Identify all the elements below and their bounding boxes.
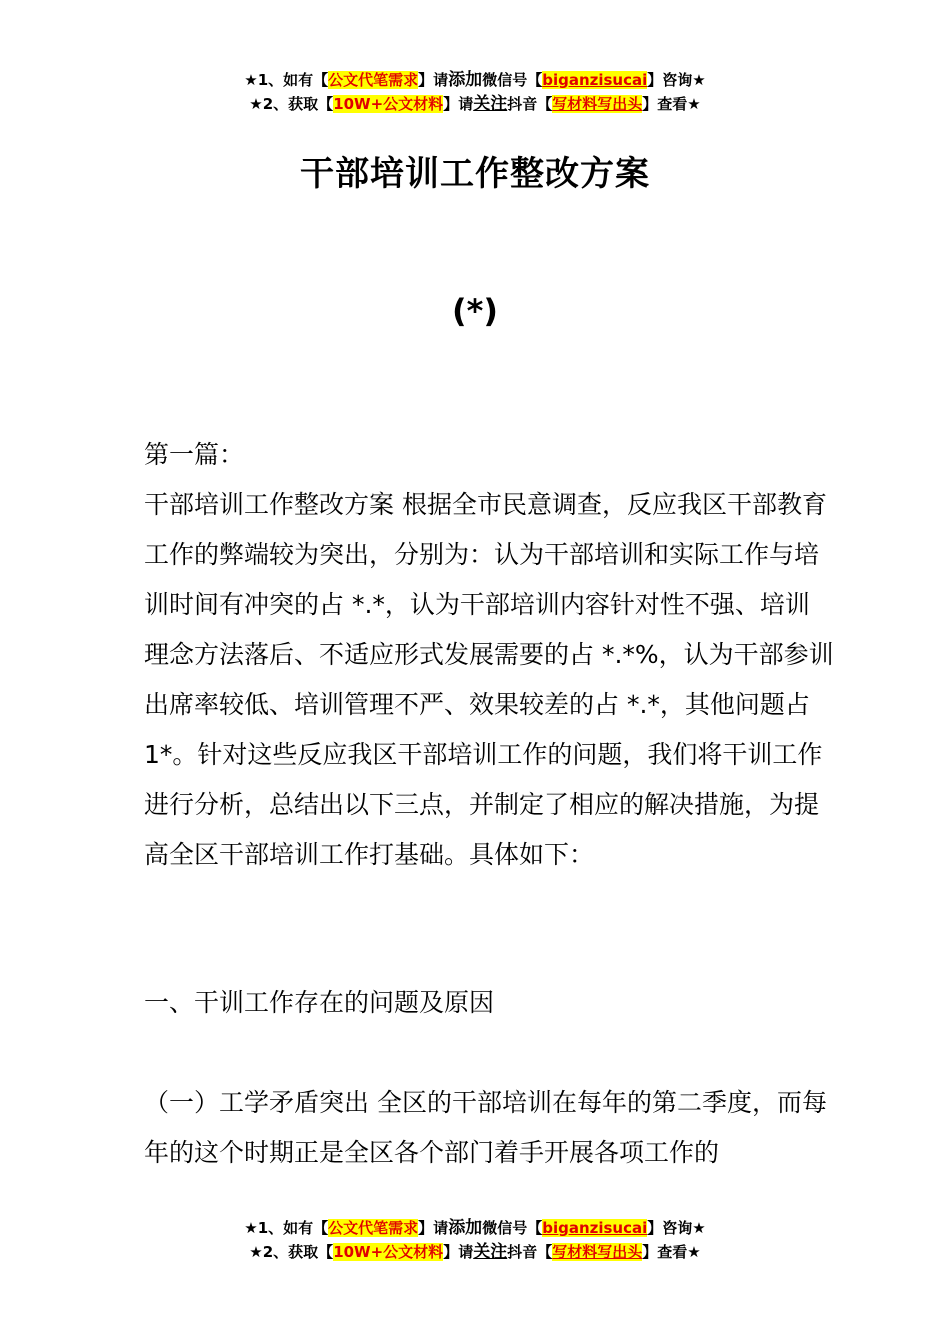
promo-banner-top [0, 68, 950, 116]
promo-line-2 [0, 92, 950, 116]
promo-text: 】咨询★ [647, 1219, 706, 1237]
promo-text: ★2、获取【 [249, 1243, 334, 1261]
promo-text: 】请 [443, 1243, 474, 1261]
promo-emphasis: 添加 [448, 70, 483, 90]
promo-text: ★2、获取【 [249, 95, 334, 113]
promo-highlight: 公文代笔需求 [328, 1219, 419, 1237]
promo-text: 】查看★ [642, 95, 701, 113]
promo-wechat-id: biganzisucai [542, 71, 648, 89]
promo-emphasis: 关注 [473, 94, 508, 114]
promo-douyin-id: 写材料写出头 [552, 1243, 643, 1261]
section-heading: 一、干训工作存在的问题及原因 [144, 988, 495, 1017]
promo-text: ★1、如有【 [244, 1219, 329, 1237]
promo-text: 】查看★ [642, 1243, 701, 1261]
promo-douyin-id: 写材料写出头 [552, 95, 643, 113]
promo-line-1 [0, 68, 950, 92]
body-paragraph [144, 1078, 834, 1178]
promo-text: 抖音【 [507, 95, 553, 113]
promo-text: 】咨询★ [647, 71, 706, 89]
section-label: 第一篇： [144, 440, 245, 469]
promo-banner-bottom [0, 1216, 950, 1264]
document-title: 干部培训工作整改方案 [300, 154, 650, 194]
promo-emphasis: 关注 [473, 1242, 508, 1262]
promo-line-2 [0, 1240, 950, 1264]
promo-line-1 [0, 1216, 950, 1240]
promo-wechat-id: biganzisucai [542, 1219, 648, 1237]
promo-highlight: 10W+公文材料 [333, 95, 444, 113]
body-paragraph [144, 480, 834, 880]
paragraph-text: 干部培训工作整改方案 根据全市民意调查，反应我区干部教育工作的弊端较为突出，分别为：认为干部培训和实际工作与培训时间有冲突的占 *.*，认为干部培训内容针对性不强、培训理念方法落后、不适应形式发展需要的占 *.*%，认为干部参训出席率较低、培训管理不严、效果较差的占 *.*，其他问题占 1*。针对这些反应我区干部培训工作的问题，我们将干训工作进行分析，总结出以下三点，并制定了相应的解决措施，为提高全区干部培训工作打基础。具体如下： [144, 490, 834, 869]
promo-text: 】请 [418, 71, 449, 89]
promo-text: 微信号【 [482, 1219, 543, 1237]
promo-highlight: 公文代笔需求 [328, 71, 419, 89]
promo-text: ★1、如有【 [244, 71, 329, 89]
promo-text: 抖音【 [507, 1243, 553, 1261]
paragraph-text: （一）工学矛盾突出 全区的干部培训在每年的第二季度，而每年的这个时期正是全区各个部门着手开展各项工作的 [144, 1088, 827, 1167]
promo-highlight: 10W+公文材料 [333, 1243, 444, 1261]
promo-text: 】请 [418, 1219, 449, 1237]
promo-text: 微信号【 [482, 71, 543, 89]
document-subtitle: (*) [452, 292, 498, 330]
promo-text: 】请 [443, 95, 474, 113]
promo-emphasis: 添加 [448, 1218, 483, 1238]
